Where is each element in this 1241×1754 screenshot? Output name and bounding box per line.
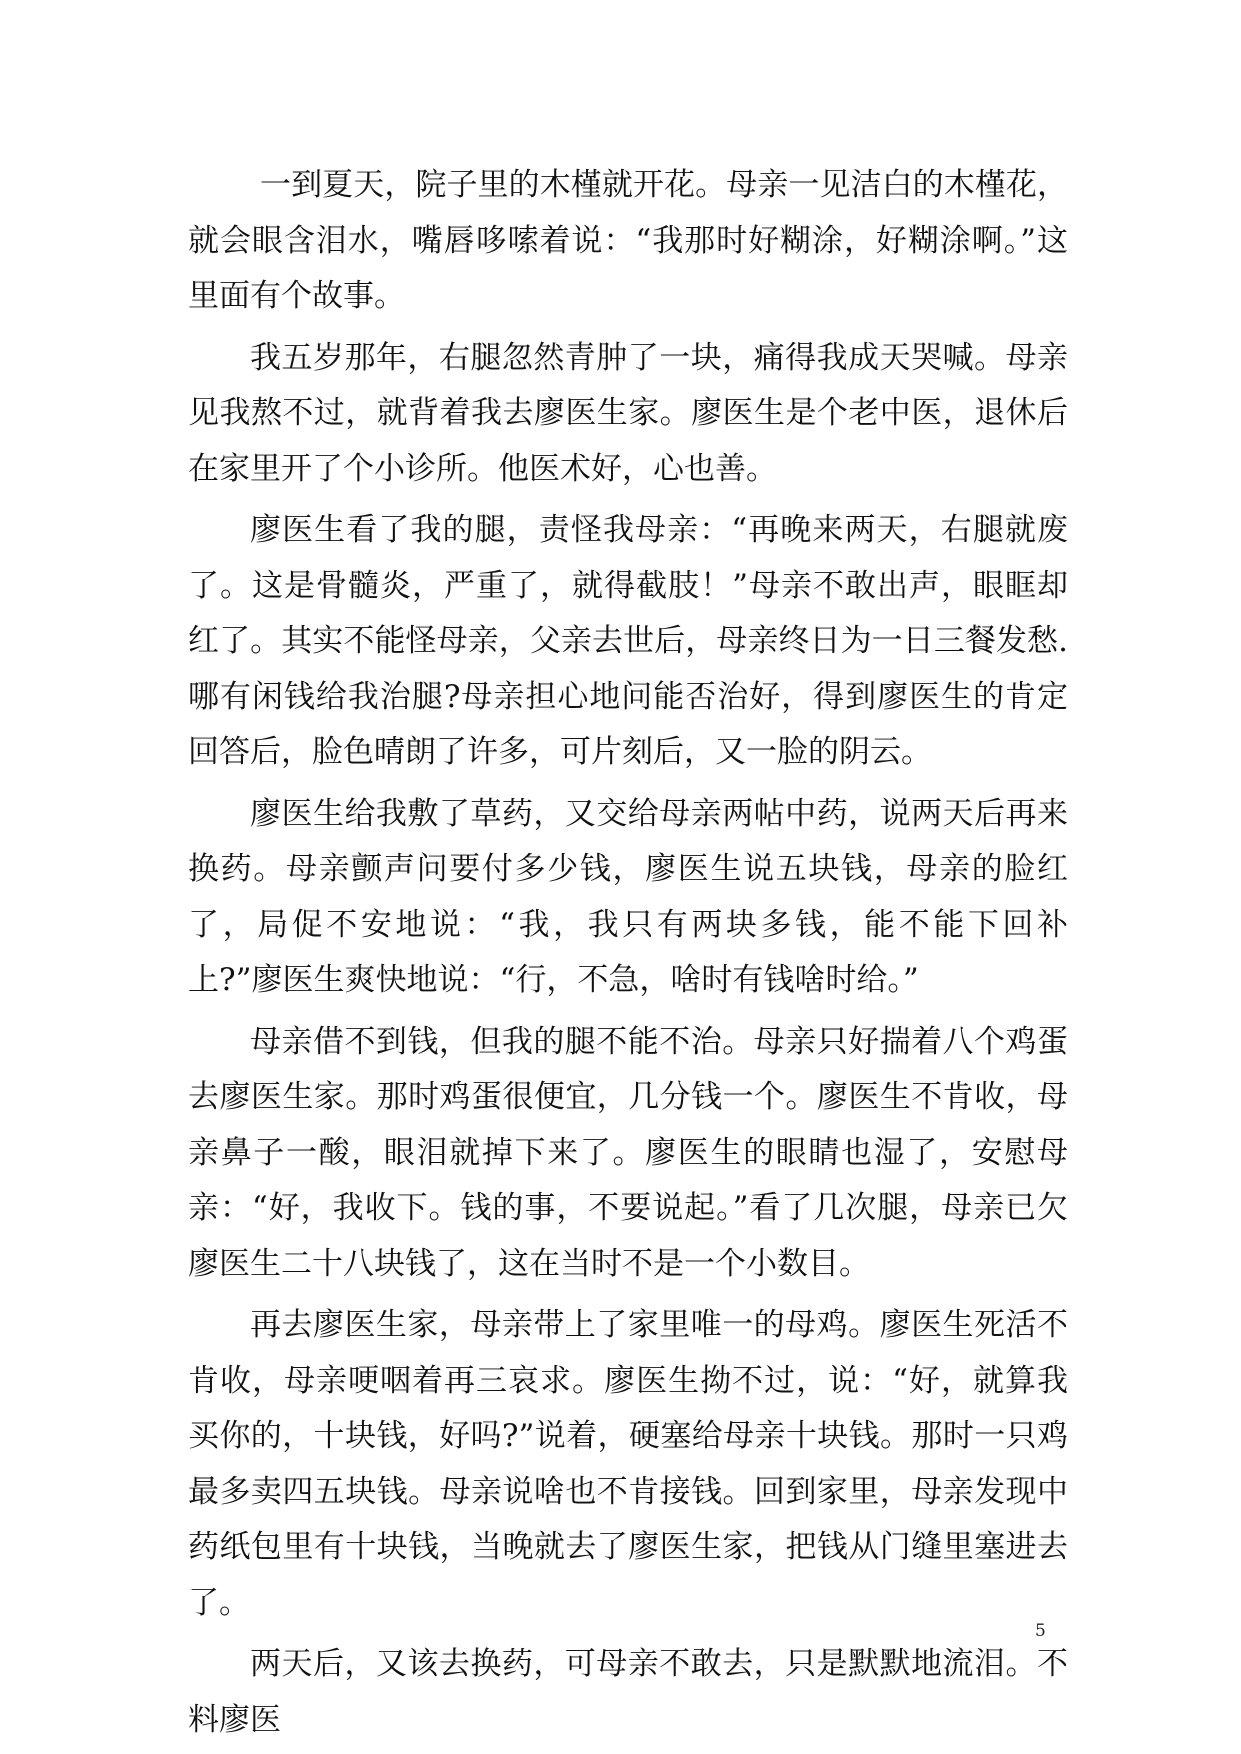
page-number: 5 (1035, 1621, 1046, 1641)
paragraph-6: 再去廖医生家，母亲带上了家里唯一的母鸡。廖医生死活不肯收，母亲哽咽着再三哀求。廖医生拗不过，说：“好，就算我买你的，十块钱，好吗?”说着，硬塞给母亲十块钱。那时一只鸡最多卖四五块钱。母亲说啥也不肯接钱。回到家里，母亲发现中药纸包里有十块钱，当晚就去了廖医生家，把钱从门缝里塞进去了。 (188, 1307, 1068, 1621)
paragraph-2: 我五岁那年，右腿忽然青肿了一块，痛得我成天哭喊。母亲见我熬不过，就背着我去廖医生家。廖医生是个老中医，退休后在家里开了个小诊所。他医术好，心也善。 (188, 339, 1068, 487)
paragraph-4: 廖医生给我敷了草药，又交给母亲两帖中药，说两天后再来换药。母亲颤声问要付多少钱，廖医生说五块钱，母亲的脸红了，局促不安地说：“我，我只有两块多钱，能不能下回补上?”廖医生爽快地说：“行，不急，啥时有钱啥时给。” (188, 795, 1068, 998)
body-text (188, 158, 1068, 1748)
paragraph-3: 廖医生看了我的腿，责怪我母亲：“再晚来两天，右腿就废了。这是骨髓炎，严重了，就得截肢！”母亲不敢出声，眼眶却红了。其实不能怪母亲，父亲去世后，母亲终日为一日三餐发愁.哪有闲钱给我治腿?母亲担心地问能否治好，得到廖医生的肯定回答后，脸色晴朗了许多，可片刻后，又一脸的阴云。 (188, 512, 1068, 770)
paragraph-7: 两天后，又该去换药，可母亲不敢去，只是默默地流泪。不料廖医 (188, 1646, 1068, 1738)
paragraph-1: 一到夏天，院子里的木槿就开花。母亲一见洁白的木槿花，就会眼含泪水，嘴唇哆嗦着说：“我那时好糊涂，好糊涂啊。”这里面有个故事。 (188, 167, 1068, 314)
paragraph-5: 母亲借不到钱，但我的腿不能不治。母亲只好揣着八个鸡蛋去廖医生家。那时鸡蛋很便宜，几分钱一个。廖医生不肯收，母亲鼻子一酸，眼泪就掉下来了。廖医生的眼睛也湿了，安慰母亲：“好，我收下。钱的事，不要说起。”看了几次腿，母亲已欠廖医生二十八块钱了，这在当时不是一个小数目。 (188, 1023, 1068, 1282)
